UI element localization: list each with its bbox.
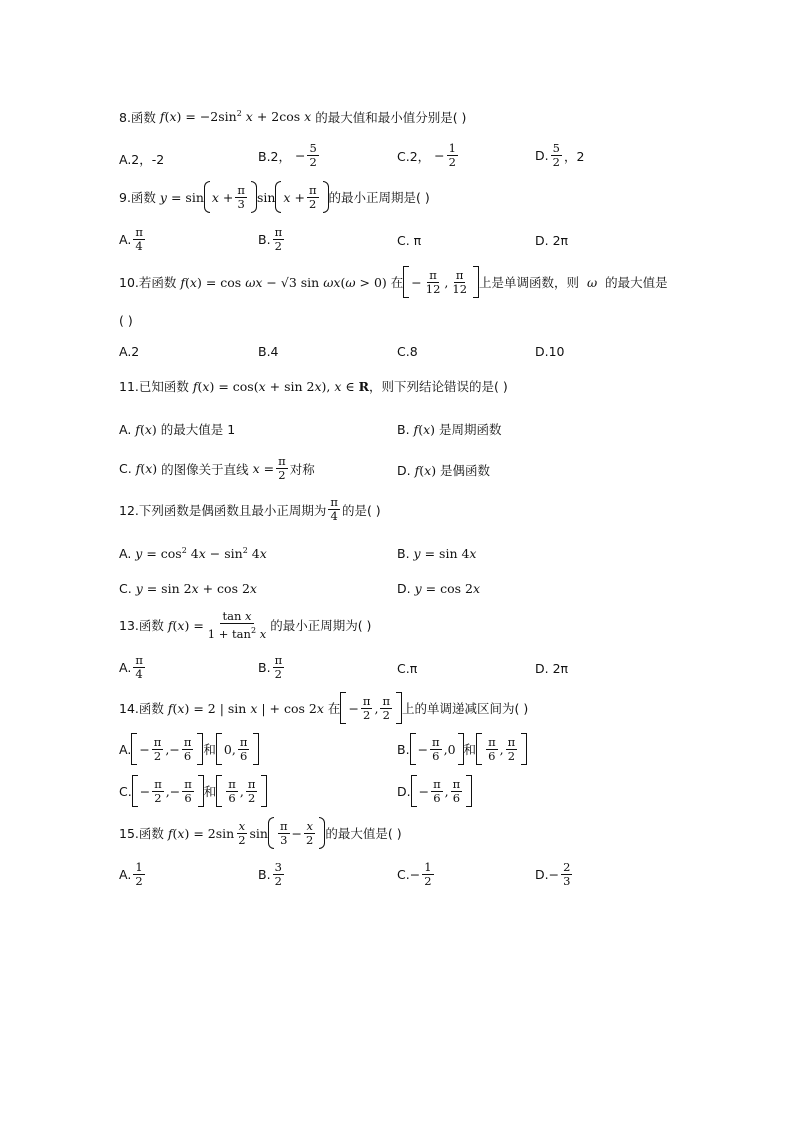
- q13-option-a[interactable]: A. $\frac{\pi}{4}$: [119, 653, 143, 681]
- q14-option-a[interactable]: A. − $\frac{\pi}{2}$ ,− $\frac{\pi}{6}$ 和 0, $\frac{\pi}{6}$: [119, 733, 259, 765]
- fraction: $\frac{1}{2}$: [448, 141, 456, 169]
- question-13: 13.函数 f(x) = $\frac{\text{tan x}}{1 + \tan^2 x}$ 的最小正周期为( ): [119, 609, 372, 641]
- q13-option-b[interactable]: B. $\frac{\pi}{2}$: [258, 653, 283, 681]
- q8-option-d[interactable]: D. $\frac{5}{2}$ ，2: [535, 141, 585, 169]
- q10-option-d[interactable]: D.10: [535, 344, 565, 359]
- question-11: 11.已知函数 f(x) = cos(x + sin 2x), x ∈ R ，则下列结论错误的是( ): [119, 378, 508, 394]
- q14-option-b[interactable]: B. − $\frac{\pi}{6}$ ,0 和 $\frac{\pi}{6}$ , $\frac{\pi}{2}$: [397, 733, 527, 765]
- question-8: [119, 108, 466, 126]
- q11-option-b[interactable]: B. f(x) 是周期函数: [397, 421, 502, 437]
- q12-option-a[interactable]: A. $y = \cos^2 4x - \sin^2 4x$: [119, 546, 267, 562]
- q11-option-c[interactable]: C. f(x) 的图像关于直线 x = $\frac{\pi}{2}$ 对称: [119, 454, 315, 482]
- question-15: 15.函数 f(x) = 2sin $\frac{x}{2}$ sin $\frac{\pi}{3}$ − $\frac{x}{2}$ 的最大值是( ): [119, 817, 402, 849]
- q10-option-c[interactable]: C.8: [397, 344, 418, 359]
- q8-option-b[interactable]: B.2， − $\frac{5}{2}$: [258, 141, 317, 169]
- q13-option-c[interactable]: C.π: [397, 661, 418, 676]
- q15-option-a[interactable]: A. $\frac{1}{2}$: [119, 860, 143, 888]
- q9-option-a[interactable]: A. $\frac{\pi}{4}$: [119, 225, 143, 253]
- q8-prefix: 8.函数: [119, 110, 156, 125]
- question-10: 10.若函数 f(x) = cos ωx − √3 sin ωx(ω > 0) 在 − $\frac{\pi}{12}$ , $\frac{\pi}{12}$ 上是单调函数，则 ω 的最大值是: [119, 266, 668, 298]
- q12-option-c[interactable]: C. y = sin 2x + cos 2x: [119, 581, 257, 596]
- question-10-paren: ( ): [119, 313, 133, 328]
- fraction: $\frac{5}{2}$: [309, 141, 317, 169]
- q8-formula: $f(x) = -2\sin^2$ x + 2cos x: [159, 109, 312, 125]
- question-12: 12.下列函数是偶函数且最小正周期为 $\frac{\pi}{4}$ 的是( ): [119, 495, 381, 523]
- q9-option-d[interactable]: D. 2π: [535, 233, 569, 248]
- q14-option-d[interactable]: D. − $\frac{\pi}{6}$ , $\frac{\pi}{6}$: [397, 775, 472, 807]
- q8-option-a[interactable]: A.2，-2: [119, 152, 165, 167]
- q11-option-a[interactable]: A. f(x) 的最大值是 1: [119, 421, 236, 437]
- q10-option-b[interactable]: B.4: [258, 344, 279, 359]
- q8-suffix: 的最大值和最小值分别是( ): [315, 110, 467, 125]
- q9-option-b[interactable]: B. $\frac{\pi}{2}$: [258, 225, 283, 253]
- q15-option-b[interactable]: B. $\frac{3}{2}$: [258, 860, 282, 888]
- q12-option-d[interactable]: D. y = cos 2x: [397, 581, 481, 596]
- q9-option-c[interactable]: C. π: [397, 233, 422, 248]
- question-14: 14.函数 f(x) = 2 | sin x | + cos 2x 在 − $\frac{\pi}{2}$ , $\frac{\pi}{2}$ 上的单调递减区间为( ): [119, 692, 528, 724]
- q13-option-d[interactable]: D. 2π: [535, 661, 569, 676]
- q10-option-a[interactable]: A.2: [119, 344, 140, 359]
- q15-option-d[interactable]: D. − $\frac{2}{3}$: [535, 860, 571, 888]
- question-9: 9.函数 y = sin x + $\frac{\pi}{3}$ sin x + $\frac{\pi}{2}$ 的最小正周期是( ): [119, 181, 430, 213]
- q8-option-c[interactable]: C.2， − $\frac{1}{2}$: [397, 141, 456, 169]
- fraction: $\frac{5}{2}$: [552, 141, 560, 169]
- q11-option-d[interactable]: D. f(x) 是偶函数: [397, 462, 491, 478]
- q12-option-b[interactable]: B. y = sin 4x: [397, 546, 477, 561]
- q15-option-c[interactable]: C. − $\frac{1}{2}$: [397, 860, 432, 888]
- q14-option-c[interactable]: C. − $\frac{\pi}{2}$ ,− $\frac{\pi}{6}$ 和 $\frac{\pi}{6}$ , $\frac{\pi}{2}$: [119, 775, 267, 807]
